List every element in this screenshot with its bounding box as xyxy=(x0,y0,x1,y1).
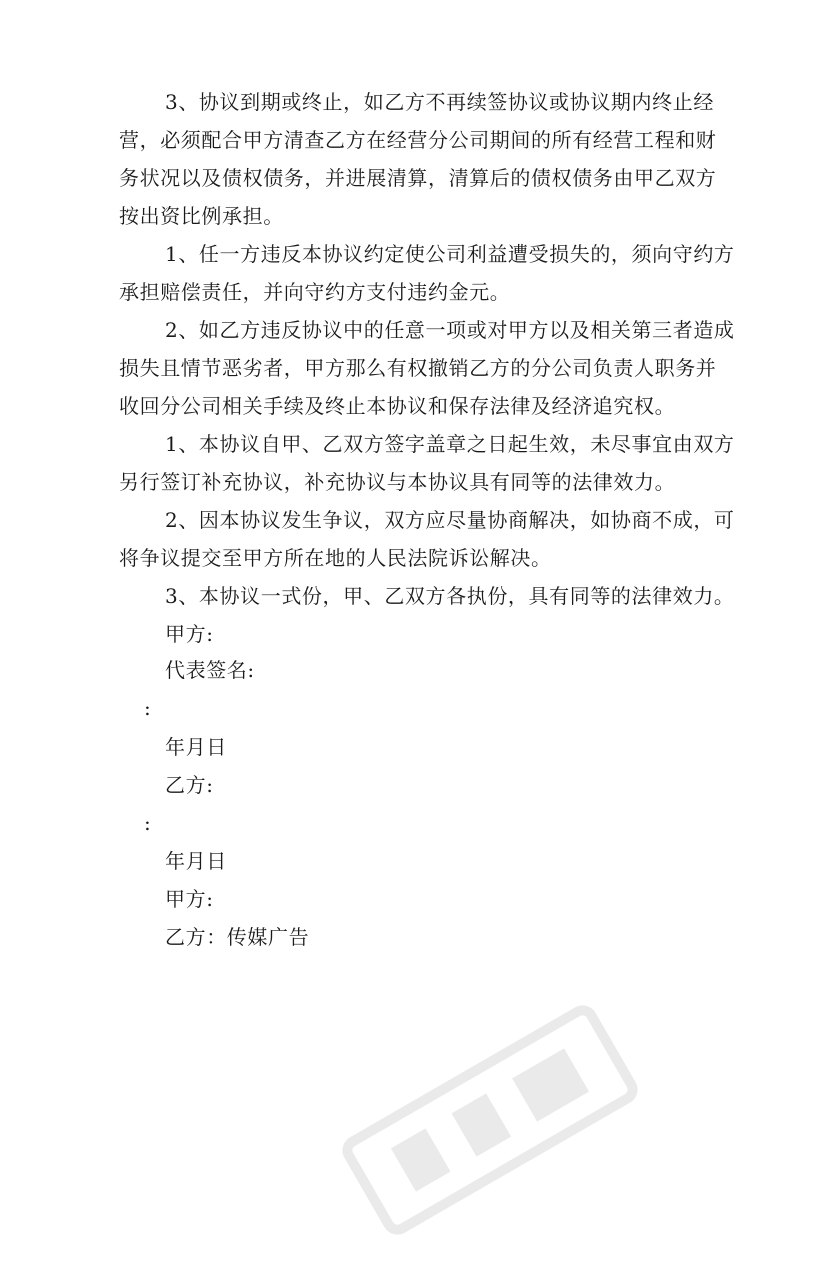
effect-clause-1-line-2: 另行签订补充协议，补充协议与本协议具有同等的法律效力。 xyxy=(119,470,676,494)
breach-clause-1-line-2: 承担赔偿责任，并向守约方支付违约金元。 xyxy=(119,280,511,304)
breach-clause-2-line-3: 收回分公司相关手续及终止本协议和保存法律及经济追究权。 xyxy=(119,394,676,418)
watermark-logo xyxy=(311,971,668,1270)
clause-3-line-1: 3、协议到期或终止，如乙方不再续签协议或协议期内终止经 xyxy=(165,90,714,114)
date-label: 年月日 xyxy=(165,735,227,759)
colon-marker: : xyxy=(144,696,152,720)
colon-marker: : xyxy=(144,811,152,835)
clause-3-line-2: 营，必须配合甲方清查乙方在经营分公司期间的所有经营工程和财 xyxy=(119,128,717,152)
dispute-clause-2-line-1: 2、因本协议发生争议，双方应尽量协商解决，如协商不成，可 xyxy=(165,508,735,532)
copies-clause-3: 3、本协议一式份，甲、乙双方各执份，具有同等的法律效力。 xyxy=(165,584,735,608)
breach-clause-1-line-1: 1、任一方违反本协议约定使公司利益遭受损失的，须向守约方 xyxy=(165,242,735,266)
party-b-label: 乙方: xyxy=(165,773,214,797)
clause-3-line-3: 务状况以及债权债务，并进展清算，清算后的债权债务由甲乙双方 xyxy=(119,166,717,190)
party-a-label: 甲方: xyxy=(165,887,214,911)
party-a-label: 甲方: xyxy=(165,622,214,646)
date-label: 年月日 xyxy=(165,849,227,873)
breach-clause-2-line-2: 损失且情节恶劣者，甲方那么有权撤销乙方的分公司负责人职务并 xyxy=(119,356,717,380)
representative-signature-label: 代表签名: xyxy=(165,658,255,682)
breach-clause-2-line-1: 2、如乙方违反协议中的任意一项或对甲方以及相关第三者造成 xyxy=(165,318,735,342)
clause-3-line-4: 按出资比例承担。 xyxy=(119,204,284,228)
party-b-label: 乙方：传媒广告 xyxy=(165,925,310,949)
dispute-clause-2-line-2: 将争议提交至甲方所在地的人民法院诉讼解决。 xyxy=(119,546,552,570)
effect-clause-1-line-1: 1、本协议自甲、乙双方签字盖章之日起生效，未尽事宜由双方 xyxy=(165,432,735,456)
